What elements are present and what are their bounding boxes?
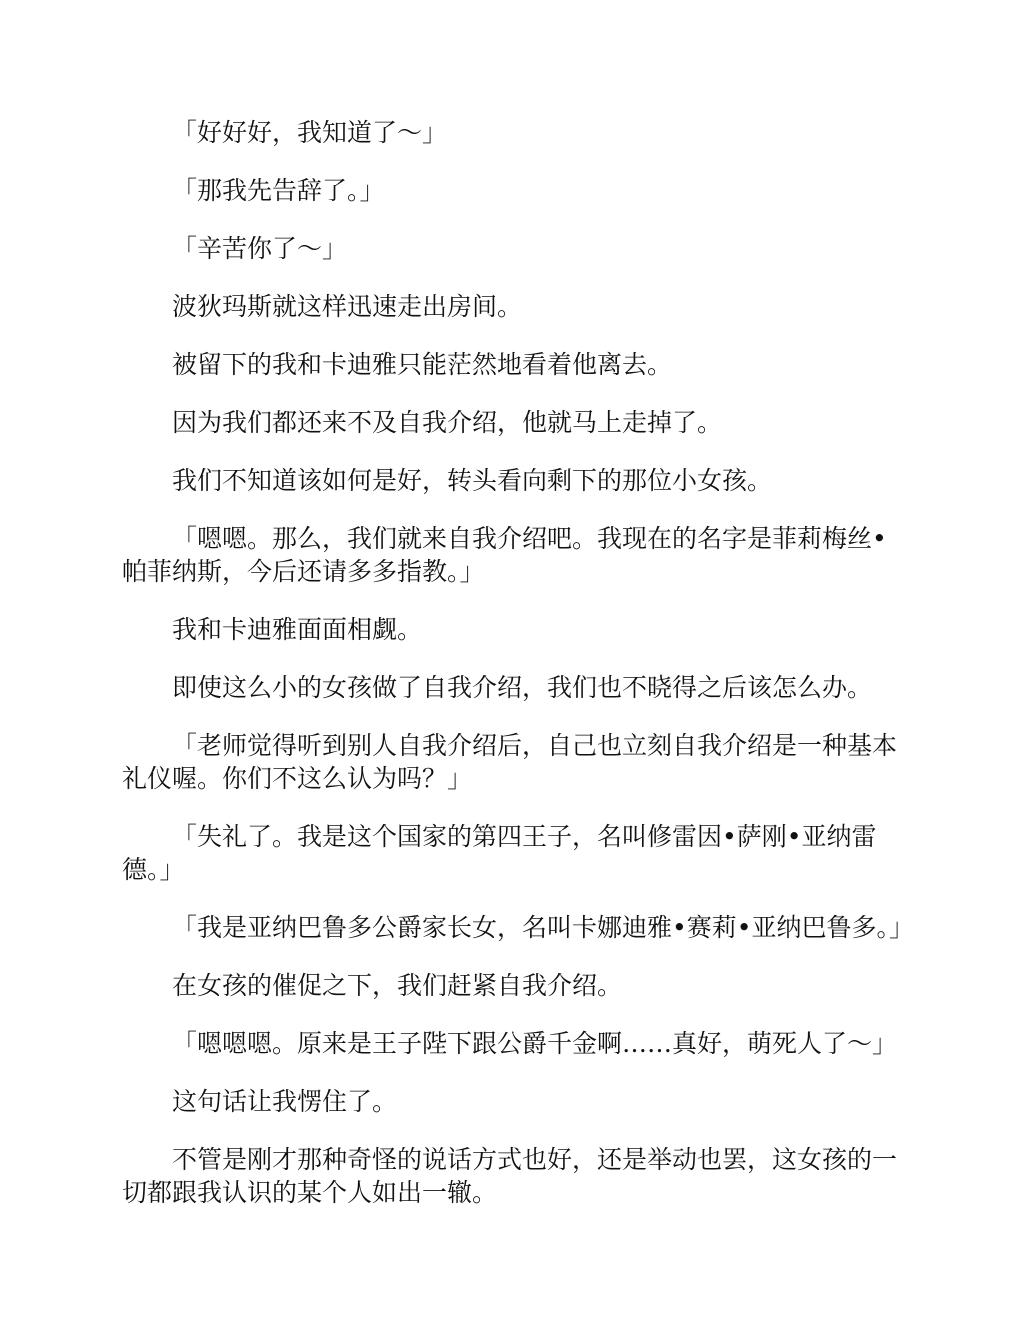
- paragraph: 在女孩的催促之下，我们赶紧自我介绍。: [172, 971, 623, 1000]
- paragraph: 「老师觉得听到别人自我介绍后，自己也立刻自我介绍是一种基本礼仪喔。你们不这么认为吗？」: [122, 731, 898, 793]
- paragraph: 因为我们都还来不及自我介绍，他就马上走掉了。: [172, 408, 723, 437]
- paragraph: 「嗯嗯。那么，我们就来自我介绍吧。我现在的名字是菲莉梅丝•帕菲纳斯，今后还请多多指教。」: [122, 524, 887, 586]
- paragraph: 我和卡迪雅面面相觑。: [172, 615, 423, 644]
- paragraph: 「失礼了。我是这个国家的第四王子，名叫修雷因•萨刚•亚纳雷德。」: [122, 822, 877, 884]
- paragraph: 这句话让我愣住了。: [172, 1087, 398, 1116]
- paragraph: 不管是刚才那种奇怪的说话方式也好，还是举动也罢，这女孩的一切都跟我认识的某个人如出一辙。: [122, 1145, 898, 1207]
- paragraph: 「我是亚纳巴鲁多公爵家长女，名叫卡娜迪雅•赛莉•亚纳巴鲁多。」: [172, 913, 914, 942]
- paragraph: 「那我先告辞了。」: [172, 176, 385, 205]
- document-page: [122, 116, 914, 1234]
- paragraph: 波狄玛斯就这样迅速走出房间。: [172, 292, 523, 321]
- paragraph: 即使这么小的女孩做了自我介绍，我们也不晓得之后该怎么办。: [172, 673, 873, 702]
- paragraph: 「好好好，我知道了～」: [172, 118, 448, 147]
- paragraph: 我们不知道该如何是好，转头看向剩下的那位小女孩。: [172, 466, 773, 495]
- paragraph: 「辛苦你了～」: [172, 234, 348, 263]
- paragraph: 被留下的我和卡迪雅只能茫然地看着他离去。: [172, 350, 673, 379]
- paragraph: 「嗯嗯嗯。原来是王子陛下跟公爵千金啊……真好，萌死人了～」: [172, 1029, 898, 1058]
